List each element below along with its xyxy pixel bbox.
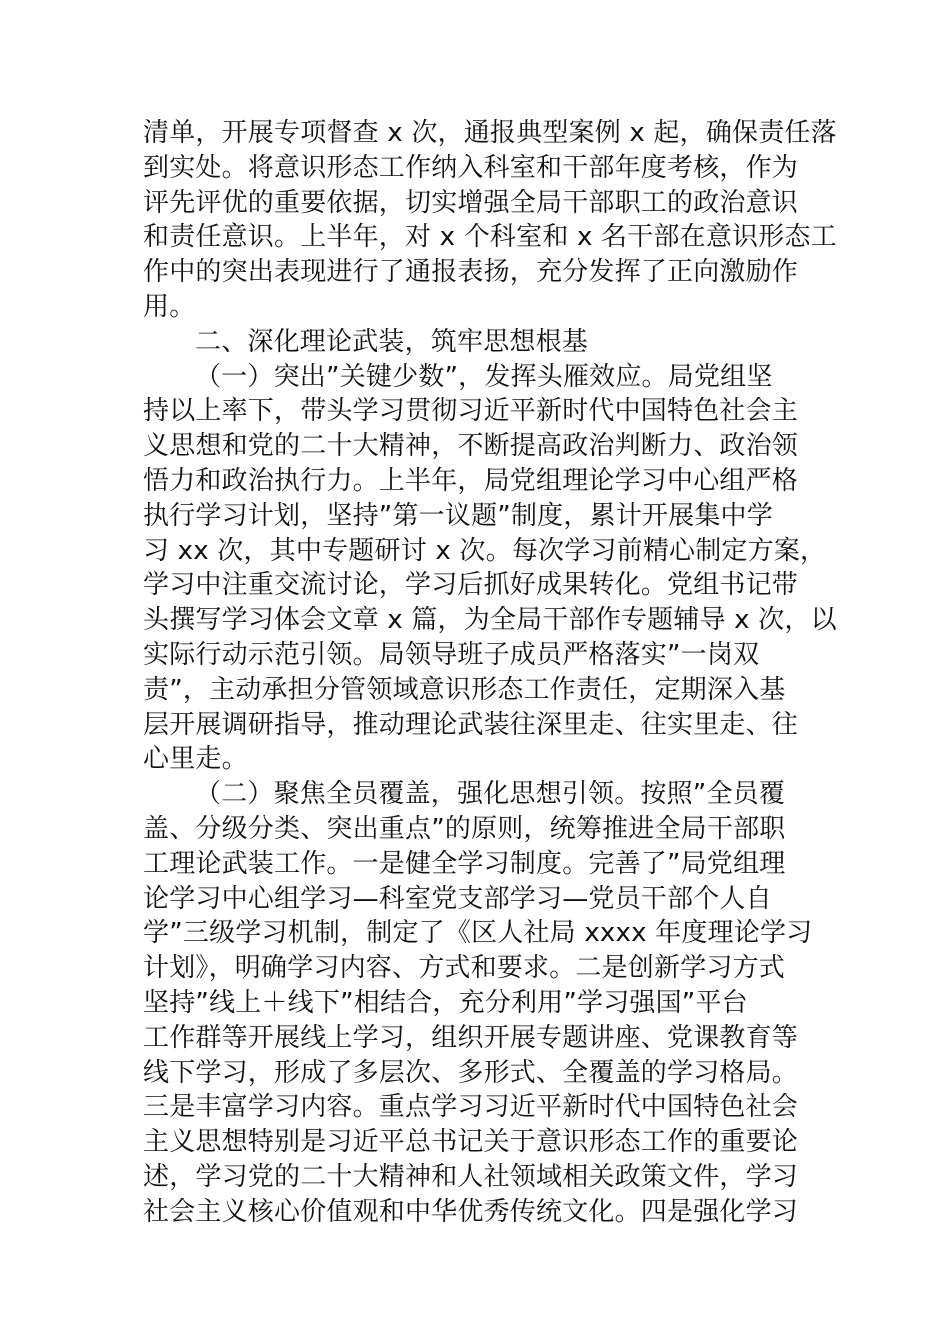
text-line: 论学习中心组学习—科室党支部学习—党员干部个人自 bbox=[143, 883, 772, 914]
text-line: 和责任意识。上半年，对 x 个科室和 x 名干部在意识形态工 bbox=[143, 222, 837, 253]
text-line: 评先评优的重要依据，切实增强全局干部职工的政治意识 bbox=[143, 187, 799, 218]
text-line: 悟力和政治执行力。上半年，局党组理论学习中心组严格 bbox=[143, 465, 799, 496]
text-line: 盖、分级分类、突出重点”的原则，统筹推进全局干部职 bbox=[143, 813, 786, 844]
text-line: 执行学习计划，坚持”第一议题”制度，累计开展集中学 bbox=[143, 500, 773, 531]
text-line: 线下学习，形成了多层次、多形式、全覆盖的学习格局。 bbox=[143, 1057, 799, 1088]
text-line: 实际行动示范引领。局领导班子成员严格落实”一岗双 bbox=[143, 639, 760, 670]
text-line: 心里走。 bbox=[143, 744, 248, 775]
text-line: 主义思想特别是习近平总书记关于意识形态工作的重要论 bbox=[143, 1127, 799, 1158]
text-line: 社会主义核心价值观和中华优秀传统文化。四是强化学习 bbox=[143, 1196, 799, 1227]
document-body bbox=[143, 116, 837, 1230]
text-line: 责”，主动承担分管领域意识形态工作责任，定期深入基 bbox=[143, 674, 786, 705]
text-line: 作中的突出表现进行了通报表扬，充分发挥了正向激励作 bbox=[143, 257, 799, 288]
paragraph-first-line: （二）聚焦全员覆盖，强化思想引领。按照”全员覆 bbox=[195, 779, 786, 810]
section-heading: 二、深化理论武装，筑牢思想根基 bbox=[195, 326, 589, 357]
text-line: 习 xx 次，其中专题研讨 x 次。每次学习前精心制定方案， bbox=[143, 535, 827, 566]
text-line: 清单，开展专项督查 x 次，通报典型案例 x 起，确保责任落 bbox=[143, 118, 837, 148]
text-line: 工作群等开展线上学习，组织开展专题讲座、党课教育等 bbox=[143, 1022, 799, 1053]
text-line: 学”三级学习机制，制定了《区人社局 xxxx 年度理论学习 bbox=[143, 918, 813, 949]
text-line: 述，学习党的二十大精神和人社领域相关政策文件，学习 bbox=[143, 1161, 799, 1192]
text-line: 持以上率下，带头学习贯彻习近平新时代中国特色社会主 bbox=[143, 396, 799, 427]
text-line: 学习中注重交流讨论，学习后抓好成果转化。党组书记带 bbox=[143, 570, 799, 601]
text-line: 计划》，明确学习内容、方式和要求。二是创新学习方式 bbox=[143, 953, 786, 984]
text-line: 坚持”线上＋线下”相结合，充分利用”学习强国”平台 bbox=[143, 987, 748, 1018]
text-line: 用。 bbox=[143, 291, 196, 322]
text-line: 层开展调研指导，推动理论武装往深里走、往实里走、往 bbox=[143, 709, 799, 740]
text-line: 义思想和党的二十大精神，不断提高政治判断力、政治领 bbox=[143, 431, 799, 462]
text-line: 头撰写学习体会文章 x 篇，为全局干部作专题辅导 x 次，以 bbox=[143, 605, 837, 636]
text-line: 工理论武装工作。一是健全学习制度。完善了”局党组理 bbox=[143, 848, 786, 879]
text-line: 三是丰富学习内容。重点学习习近平新时代中国特色社会 bbox=[143, 1092, 799, 1123]
text-line: 到实处。将意识形态工作纳入科室和干部年度考核，作为 bbox=[143, 152, 799, 183]
paragraph-first-line: （一）突出”关键少数”，发挥头雁效应。局党组坚 bbox=[195, 361, 773, 392]
